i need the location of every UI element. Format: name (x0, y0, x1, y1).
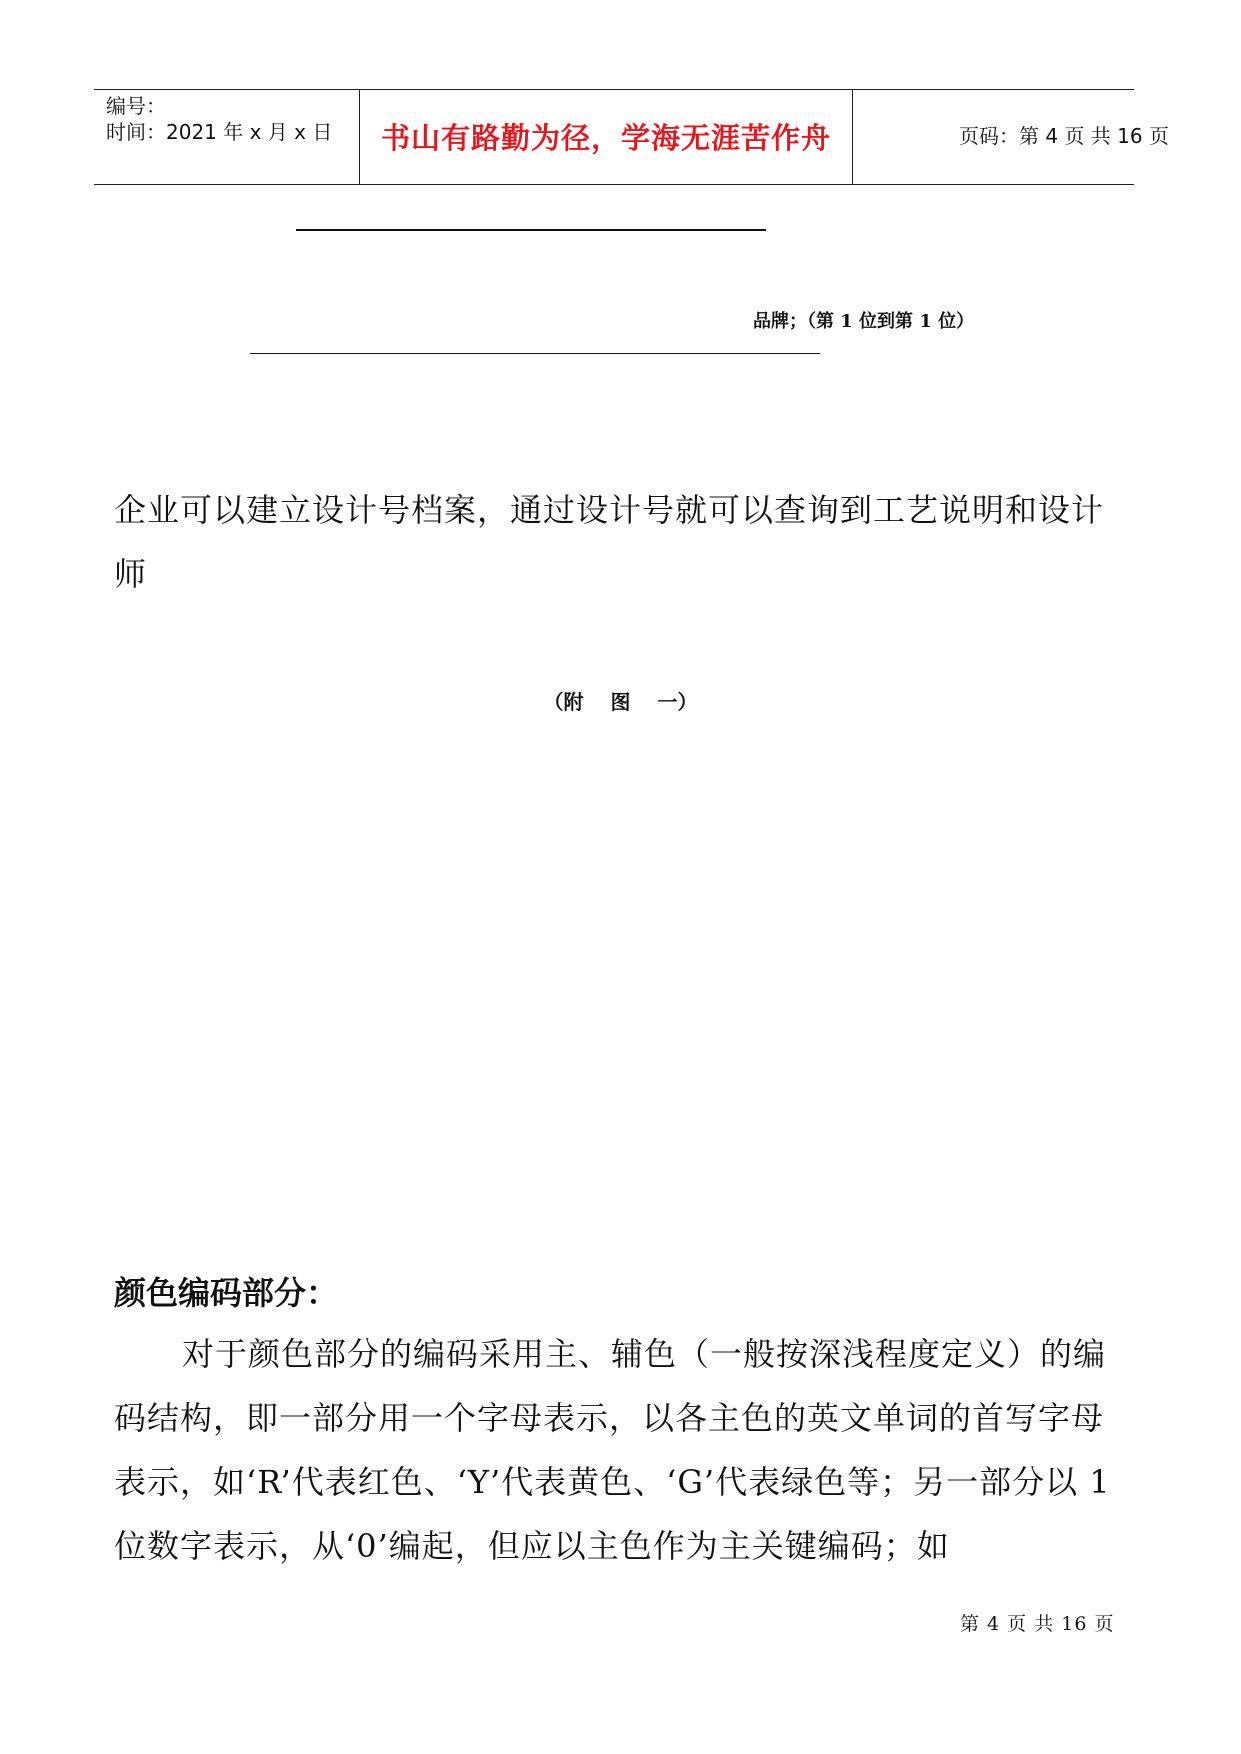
document-header (94, 89, 1169, 185)
number-label: 编号： (106, 94, 166, 118)
horizontal-rule (296, 229, 766, 231)
paragraph: 企业可以建立设计号档案，通过设计号就可以查询到工艺说明和设计师 (114, 491, 1105, 593)
section-paragraph: 对于颜色部分的编码采用主、辅色（一般按深浅程度定义）的编码结构，即一部分用一个字母表示，以各主色的英文单词的首写字母表示，如‘R’代表红色、‘Y’代表黄色、‘G’代表绿色等；另一部分以 1 位数字表示，从‘0’编起，但应以主色作为主关键编码；如 (114, 1335, 1111, 1565)
horizontal-rule (250, 353, 820, 354)
page-footer: 第 4 页 共 16 页 (960, 1613, 1115, 1635)
header-motto-cell (359, 90, 853, 184)
figure-caption: （附 图 一） (543, 690, 698, 714)
time-label: 时间：2021 年 x 月 x 日 (106, 120, 333, 144)
page-info: 页码：第 4 页 共 16 页 (959, 124, 1169, 148)
header-page-cell (853, 90, 1169, 184)
header-meta-cell (94, 90, 359, 184)
section-heading: 颜色编码部分： (114, 1274, 339, 1312)
motto: 书山有路勤为径，学海无涯苦作舟 (380, 121, 831, 155)
brand-note: 品牌；（第 1 位到第 1 位） (753, 311, 975, 332)
